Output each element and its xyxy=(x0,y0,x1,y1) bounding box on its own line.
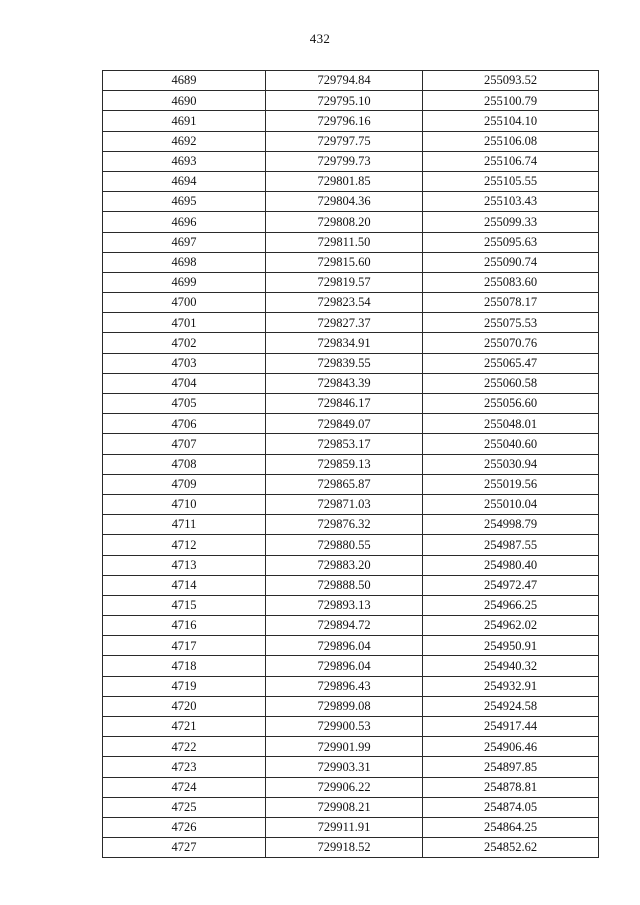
x-coordinate-cell: 729823.54 xyxy=(266,293,423,313)
y-coordinate-cell: 254874.05 xyxy=(423,797,599,817)
x-coordinate-cell: 729797.75 xyxy=(266,131,423,151)
y-coordinate-cell: 254940.32 xyxy=(423,656,599,676)
point-number-cell: 4689 xyxy=(103,71,266,91)
table-row xyxy=(103,676,599,696)
point-number-cell: 4698 xyxy=(103,252,266,272)
x-coordinate-cell: 729794.84 xyxy=(266,71,423,91)
x-coordinate-cell: 729811.50 xyxy=(266,232,423,252)
x-coordinate-cell: 729834.91 xyxy=(266,333,423,353)
table-row xyxy=(103,111,599,131)
point-number-cell: 4721 xyxy=(103,717,266,737)
table-row xyxy=(103,171,599,191)
x-coordinate-cell: 729799.73 xyxy=(266,151,423,171)
y-coordinate-cell: 254897.85 xyxy=(423,757,599,777)
x-coordinate-cell: 729894.72 xyxy=(266,616,423,636)
x-coordinate-cell: 729827.37 xyxy=(266,313,423,333)
table-row xyxy=(103,535,599,555)
table-row xyxy=(103,394,599,414)
point-number-cell: 4692 xyxy=(103,131,266,151)
point-number-cell: 4712 xyxy=(103,535,266,555)
y-coordinate-cell: 254917.44 xyxy=(423,717,599,737)
x-coordinate-cell: 729880.55 xyxy=(266,535,423,555)
point-number-cell: 4716 xyxy=(103,616,266,636)
coordinates-table xyxy=(102,70,599,858)
y-coordinate-cell: 254987.55 xyxy=(423,535,599,555)
point-number-cell: 4706 xyxy=(103,414,266,434)
table-row xyxy=(103,313,599,333)
y-coordinate-cell: 255103.43 xyxy=(423,192,599,212)
table-row xyxy=(103,151,599,171)
x-coordinate-cell: 729871.03 xyxy=(266,494,423,514)
point-number-cell: 4717 xyxy=(103,636,266,656)
table-row xyxy=(103,696,599,716)
table-row xyxy=(103,353,599,373)
table-row xyxy=(103,656,599,676)
point-number-cell: 4714 xyxy=(103,575,266,595)
table-row xyxy=(103,616,599,636)
x-coordinate-cell: 729906.22 xyxy=(266,777,423,797)
x-coordinate-cell: 729901.99 xyxy=(266,737,423,757)
table-row xyxy=(103,434,599,454)
x-coordinate-cell: 729843.39 xyxy=(266,373,423,393)
point-number-cell: 4694 xyxy=(103,171,266,191)
point-number-cell: 4707 xyxy=(103,434,266,454)
point-number-cell: 4702 xyxy=(103,333,266,353)
table-body xyxy=(103,71,599,858)
y-coordinate-cell: 255078.17 xyxy=(423,293,599,313)
point-number-cell: 4719 xyxy=(103,676,266,696)
table-row xyxy=(103,212,599,232)
y-coordinate-cell: 255030.94 xyxy=(423,454,599,474)
y-coordinate-cell: 255056.60 xyxy=(423,394,599,414)
table-row xyxy=(103,757,599,777)
y-coordinate-cell: 255010.04 xyxy=(423,494,599,514)
point-number-cell: 4718 xyxy=(103,656,266,676)
y-coordinate-cell: 254852.62 xyxy=(423,838,599,858)
x-coordinate-cell: 729911.91 xyxy=(266,817,423,837)
y-coordinate-cell: 255100.79 xyxy=(423,91,599,111)
point-number-cell: 4695 xyxy=(103,192,266,212)
x-coordinate-cell: 729888.50 xyxy=(266,575,423,595)
y-coordinate-cell: 255040.60 xyxy=(423,434,599,454)
x-coordinate-cell: 729801.85 xyxy=(266,171,423,191)
x-coordinate-cell: 729918.52 xyxy=(266,838,423,858)
y-coordinate-cell: 254962.02 xyxy=(423,616,599,636)
x-coordinate-cell: 729796.16 xyxy=(266,111,423,131)
point-number-cell: 4720 xyxy=(103,696,266,716)
x-coordinate-cell: 729903.31 xyxy=(266,757,423,777)
table-row xyxy=(103,777,599,797)
x-coordinate-cell: 729853.17 xyxy=(266,434,423,454)
point-number-cell: 4725 xyxy=(103,797,266,817)
x-coordinate-cell: 729908.21 xyxy=(266,797,423,817)
y-coordinate-cell: 255075.53 xyxy=(423,313,599,333)
table-row xyxy=(103,575,599,595)
table-row xyxy=(103,838,599,858)
table-row xyxy=(103,737,599,757)
x-coordinate-cell: 729899.08 xyxy=(266,696,423,716)
x-coordinate-cell: 729876.32 xyxy=(266,515,423,535)
y-coordinate-cell: 254924.58 xyxy=(423,696,599,716)
table-row xyxy=(103,232,599,252)
x-coordinate-cell: 729896.04 xyxy=(266,656,423,676)
y-coordinate-cell: 255106.08 xyxy=(423,131,599,151)
y-coordinate-cell: 254980.40 xyxy=(423,555,599,575)
table-row xyxy=(103,797,599,817)
point-number-cell: 4691 xyxy=(103,111,266,131)
x-coordinate-cell: 729804.36 xyxy=(266,192,423,212)
point-number-cell: 4722 xyxy=(103,737,266,757)
point-number-cell: 4713 xyxy=(103,555,266,575)
y-coordinate-cell: 254972.47 xyxy=(423,575,599,595)
point-number-cell: 4727 xyxy=(103,838,266,858)
y-coordinate-cell: 255099.33 xyxy=(423,212,599,232)
point-number-cell: 4715 xyxy=(103,595,266,615)
x-coordinate-cell: 729815.60 xyxy=(266,252,423,272)
point-number-cell: 4699 xyxy=(103,272,266,292)
y-coordinate-cell: 254864.25 xyxy=(423,817,599,837)
point-number-cell: 4726 xyxy=(103,817,266,837)
page-number: 432 xyxy=(309,31,331,46)
table-row xyxy=(103,131,599,151)
x-coordinate-cell: 729883.20 xyxy=(266,555,423,575)
point-number-cell: 4723 xyxy=(103,757,266,777)
y-coordinate-cell: 255106.74 xyxy=(423,151,599,171)
table-row xyxy=(103,373,599,393)
y-coordinate-cell: 255093.52 xyxy=(423,71,599,91)
y-coordinate-cell: 255104.10 xyxy=(423,111,599,131)
point-number-cell: 4700 xyxy=(103,293,266,313)
y-coordinate-cell: 255095.63 xyxy=(423,232,599,252)
table-row xyxy=(103,252,599,272)
table-row xyxy=(103,414,599,434)
table-row xyxy=(103,272,599,292)
y-coordinate-cell: 254950.91 xyxy=(423,636,599,656)
x-coordinate-cell: 729893.13 xyxy=(266,595,423,615)
x-coordinate-cell: 729839.55 xyxy=(266,353,423,373)
table-row xyxy=(103,817,599,837)
point-number-cell: 4704 xyxy=(103,373,266,393)
point-number-cell: 4710 xyxy=(103,494,266,514)
table-row xyxy=(103,91,599,111)
table-row xyxy=(103,636,599,656)
y-coordinate-cell: 254906.46 xyxy=(423,737,599,757)
y-coordinate-cell: 254932.91 xyxy=(423,676,599,696)
table-row xyxy=(103,595,599,615)
x-coordinate-cell: 729900.53 xyxy=(266,717,423,737)
point-number-cell: 4724 xyxy=(103,777,266,797)
y-coordinate-cell: 255019.56 xyxy=(423,474,599,494)
table-row xyxy=(103,474,599,494)
point-number-cell: 4708 xyxy=(103,454,266,474)
table-row xyxy=(103,717,599,737)
x-coordinate-cell: 729896.43 xyxy=(266,676,423,696)
table-row xyxy=(103,71,599,91)
point-number-cell: 4690 xyxy=(103,91,266,111)
y-coordinate-cell: 255090.74 xyxy=(423,252,599,272)
x-coordinate-cell: 729849.07 xyxy=(266,414,423,434)
table-row xyxy=(103,192,599,212)
y-coordinate-cell: 254998.79 xyxy=(423,515,599,535)
table-row xyxy=(103,555,599,575)
point-number-cell: 4697 xyxy=(103,232,266,252)
point-number-cell: 4705 xyxy=(103,394,266,414)
point-number-cell: 4693 xyxy=(103,151,266,171)
table-row xyxy=(103,494,599,514)
x-coordinate-cell: 729795.10 xyxy=(266,91,423,111)
x-coordinate-cell: 729896.04 xyxy=(266,636,423,656)
y-coordinate-cell: 255083.60 xyxy=(423,272,599,292)
x-coordinate-cell: 729819.57 xyxy=(266,272,423,292)
point-number-cell: 4711 xyxy=(103,515,266,535)
x-coordinate-cell: 729808.20 xyxy=(266,212,423,232)
y-coordinate-cell: 254966.25 xyxy=(423,595,599,615)
y-coordinate-cell: 255048.01 xyxy=(423,414,599,434)
y-coordinate-cell: 255070.76 xyxy=(423,333,599,353)
point-number-cell: 4709 xyxy=(103,474,266,494)
x-coordinate-cell: 729859.13 xyxy=(266,454,423,474)
table-row xyxy=(103,515,599,535)
point-number-cell: 4701 xyxy=(103,313,266,333)
y-coordinate-cell: 254878.81 xyxy=(423,777,599,797)
table-row xyxy=(103,293,599,313)
point-number-cell: 4696 xyxy=(103,212,266,232)
table-row xyxy=(103,454,599,474)
y-coordinate-cell: 255065.47 xyxy=(423,353,599,373)
x-coordinate-cell: 729865.87 xyxy=(266,474,423,494)
x-coordinate-cell: 729846.17 xyxy=(266,394,423,414)
table-row xyxy=(103,333,599,353)
y-coordinate-cell: 255105.55 xyxy=(423,171,599,191)
point-number-cell: 4703 xyxy=(103,353,266,373)
y-coordinate-cell: 255060.58 xyxy=(423,373,599,393)
